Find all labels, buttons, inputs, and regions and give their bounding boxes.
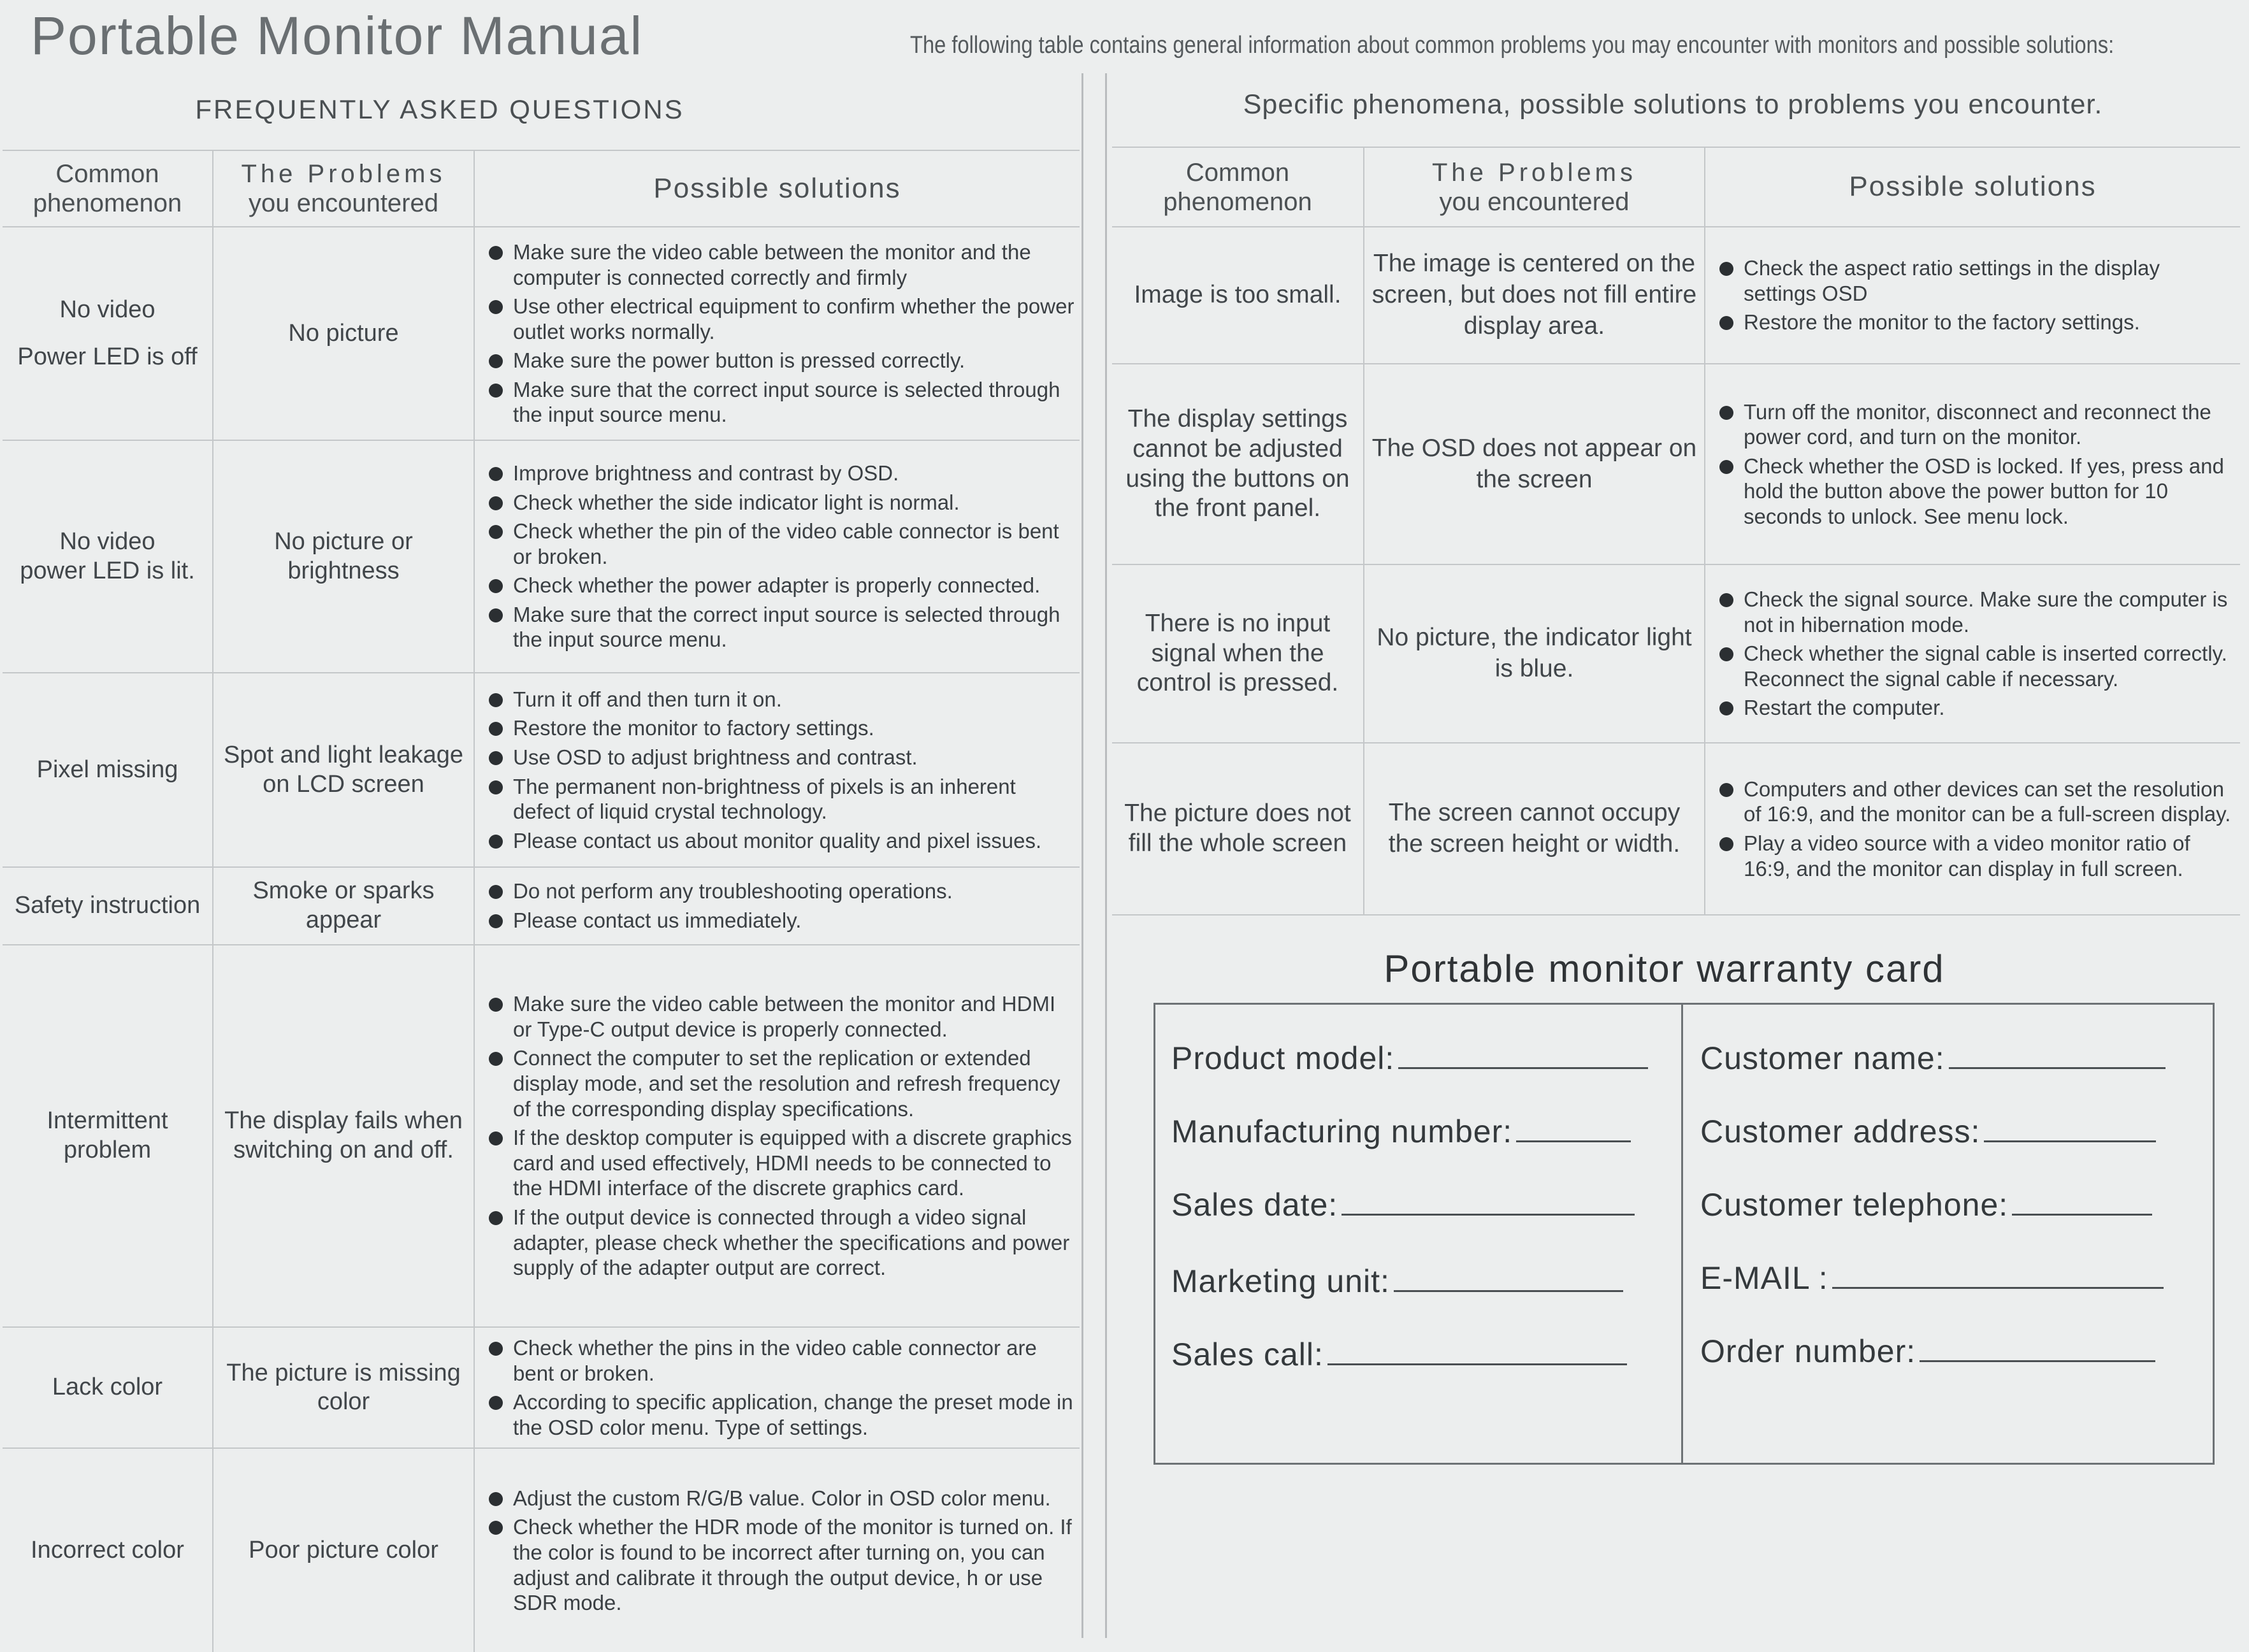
blank-line bbox=[1341, 1191, 1635, 1216]
header-problems-line2: you encountered bbox=[248, 189, 438, 217]
header-problems-line1: The Problems bbox=[1432, 158, 1637, 187]
solution-item: Check whether the signal cable is inserted correctly. Reconnect the signal cable if necessary. bbox=[1717, 641, 2235, 691]
solutions-cell bbox=[1705, 743, 2240, 915]
solution-item: Restore the monitor to factory settings. bbox=[486, 715, 1074, 741]
phenomenon-cell: The picture does not fill the whole screen bbox=[1112, 743, 1364, 915]
problem-cell: No picture bbox=[213, 227, 474, 440]
table-row bbox=[3, 440, 1080, 673]
solution-item: Improve brightness and contrast by OSD. bbox=[486, 461, 1074, 486]
field-customer-address[interactable] bbox=[1700, 1113, 2156, 1150]
header-problems bbox=[213, 150, 474, 227]
solutions-cell bbox=[1705, 564, 2240, 743]
solution-item: Check whether the pins in the video cable connector are bent or broken. bbox=[486, 1335, 1074, 1386]
field-label: Customer address: bbox=[1700, 1114, 1981, 1149]
phenomena-header-row bbox=[1112, 147, 2240, 227]
field-label: Customer telephone: bbox=[1700, 1187, 2009, 1223]
solution-item: Use other electrical equipment to confirm whether the power outlet works normally. bbox=[486, 294, 1074, 344]
solution-item: Computers and other devices can set the resolution of 16:9, and the monitor can be a full-screen display. bbox=[1717, 777, 2235, 827]
problem-cell: The screen cannot occupy the screen height or width. bbox=[1364, 743, 1705, 915]
faq-section-title: FREQUENTLY ASKED QUESTIONS bbox=[195, 94, 684, 124]
header-phenomenon: Common phenomenon bbox=[3, 150, 213, 227]
solutions-cell bbox=[474, 945, 1080, 1327]
phenomenon-cell bbox=[3, 227, 213, 440]
phenomenon-cell: The display settings cannot be adjusted using the buttons on the front panel. bbox=[1112, 364, 1364, 564]
solution-item: Check whether the OSD is locked. If yes, press and hold the button above the power button for 10 seconds to unlock. See menu lock. bbox=[1717, 454, 2235, 529]
blank-line bbox=[1920, 1337, 2155, 1362]
field-label: Order number: bbox=[1700, 1333, 1916, 1369]
blank-line bbox=[1949, 1044, 2166, 1069]
intro-text: The following table contains general information about common problems you may encounter with monitors and possible solutions: bbox=[910, 32, 2115, 59]
field-customer-name[interactable] bbox=[1700, 1040, 2166, 1077]
phenomena-table bbox=[1112, 147, 2240, 916]
field-manufacturing-number[interactable] bbox=[1171, 1113, 1631, 1150]
solution-item: Use OSD to adjust brightness and contrast. bbox=[486, 745, 1074, 770]
header-problems bbox=[1364, 147, 1705, 227]
field-marketing-unit[interactable] bbox=[1171, 1263, 1623, 1300]
faq-table bbox=[3, 150, 1080, 1652]
problem-cell: The image is centered on the screen, but does not fill entire display area. bbox=[1364, 227, 1705, 364]
solution-item: Adjust the custom R/G/B value. Color in OSD color menu. bbox=[486, 1486, 1074, 1511]
solution-item: If the desktop computer is equipped with a discrete graphics card and used effectively, HDMI needs to be connected to the HDMI interface of the discrete graphics card. bbox=[486, 1125, 1074, 1201]
solution-item: Connect the computer to set the replication or extended display mode, and set the resolution and refresh frequency of the corresponding display specifications. bbox=[486, 1045, 1074, 1121]
problem-cell: No picture or brightness bbox=[213, 440, 474, 673]
problem-cell: Smoke or sparks appear bbox=[213, 867, 474, 945]
blank-line bbox=[1516, 1117, 1631, 1142]
phenomenon-cell: Intermittent problem bbox=[3, 945, 213, 1327]
solutions-cell bbox=[474, 1327, 1080, 1448]
table-row bbox=[1112, 743, 2240, 915]
field-customer-telephone[interactable] bbox=[1700, 1186, 2152, 1223]
solutions-cell bbox=[474, 440, 1080, 673]
problem-cell: Spot and light leakage on LCD screen bbox=[213, 673, 474, 867]
phenomena-section-title: Specific phenomena, possible solutions to problems you encounter. bbox=[1243, 89, 2103, 120]
solution-item: If the output device is connected through a video signal adapter, please check whether the specifications and power supply of the adapter output are correct. bbox=[486, 1205, 1074, 1281]
solutions-cell bbox=[1705, 227, 2240, 364]
phenomenon-cell: Lack color bbox=[3, 1327, 213, 1448]
field-label: Sales call: bbox=[1171, 1337, 1324, 1372]
field-email[interactable] bbox=[1700, 1260, 2164, 1296]
phenomenon-cell bbox=[3, 440, 213, 673]
header-problems-line1: The Problems bbox=[241, 160, 446, 188]
solutions-cell bbox=[474, 227, 1080, 440]
phenomenon-line: power LED is lit. bbox=[20, 557, 195, 584]
blank-line bbox=[1327, 1340, 1627, 1365]
solutions-cell bbox=[474, 1448, 1080, 1652]
header-problems-line2: you encountered bbox=[1439, 187, 1630, 216]
field-label: Product model: bbox=[1171, 1040, 1395, 1076]
field-product-model[interactable] bbox=[1171, 1040, 1648, 1077]
field-label: Marketing unit: bbox=[1171, 1263, 1390, 1299]
table-row bbox=[1112, 364, 2240, 564]
field-sales-call[interactable] bbox=[1171, 1336, 1627, 1373]
solution-item: Check whether the power adapter is properly connected. bbox=[486, 573, 1074, 598]
field-label: Manufacturing number: bbox=[1171, 1114, 1513, 1149]
phenomenon-cell: Pixel missing bbox=[3, 673, 213, 867]
table-row bbox=[3, 945, 1080, 1327]
table-row bbox=[3, 227, 1080, 440]
problem-cell: The OSD does not appear on the screen bbox=[1364, 364, 1705, 564]
phenomenon-cell: Incorrect color bbox=[3, 1448, 213, 1652]
solution-item: Make sure that the correct input source is selected through the input source menu. bbox=[486, 377, 1074, 427]
problem-cell: Poor picture color bbox=[213, 1448, 474, 1652]
phenomenon-line: No video bbox=[59, 296, 155, 323]
solutions-cell bbox=[1705, 364, 2240, 564]
solution-item: Restore the monitor to the factory settings. bbox=[1717, 310, 2235, 335]
problem-cell: No picture, the indicator light is blue. bbox=[1364, 564, 1705, 743]
problem-cell: The display fails when switching on and off. bbox=[213, 945, 474, 1327]
field-label: Sales date: bbox=[1171, 1187, 1338, 1223]
blank-line bbox=[1832, 1264, 2164, 1289]
solution-item: Turn it off and then turn it on. bbox=[486, 687, 1074, 712]
phenomenon-line: Power LED is off bbox=[17, 343, 198, 370]
solution-item: Please contact us immediately. bbox=[486, 908, 1074, 933]
blank-line bbox=[1984, 1117, 2156, 1142]
table-row bbox=[3, 673, 1080, 867]
header-solutions: Possible solutions bbox=[1705, 147, 2240, 227]
field-label: E-MAIL : bbox=[1700, 1260, 1828, 1296]
solution-item: Turn off the monitor, disconnect and reconnect the power cord, and turn on the monitor. bbox=[1717, 399, 2235, 450]
page-divider bbox=[1081, 73, 1107, 1638]
problem-cell: The picture is missing color bbox=[213, 1327, 474, 1448]
solution-item: Make sure the video cable between the monitor and the computer is connected correctly and firmly bbox=[486, 240, 1074, 290]
faq-header-row bbox=[3, 150, 1080, 227]
table-row bbox=[3, 867, 1080, 945]
page-title: Portable Monitor Manual bbox=[31, 6, 644, 66]
field-sales-date[interactable] bbox=[1171, 1186, 1635, 1223]
solution-item: Check whether the HDR mode of the monitor is turned on. If the color is found to be incorrect after turning on, you can adjust and calibrate it through the output device, h or use SDR mode. bbox=[486, 1514, 1074, 1615]
solution-item: Check whether the side indicator light is normal. bbox=[486, 490, 1074, 515]
warranty-title: Portable monitor warranty card bbox=[1384, 947, 1945, 990]
blank-line bbox=[2012, 1191, 2152, 1216]
field-order-number[interactable] bbox=[1700, 1333, 2155, 1370]
solution-item: Please contact us about monitor quality and pixel issues. bbox=[486, 828, 1074, 854]
header-phenomenon: Common phenomenon bbox=[1112, 147, 1364, 227]
solution-item: Make sure the power button is pressed correctly. bbox=[486, 348, 1074, 373]
solution-item: Make sure that the correct input source is selected through the input source menu. bbox=[486, 602, 1074, 652]
solution-item: Check whether the pin of the video cable connector is bent or broken. bbox=[486, 519, 1074, 569]
field-label: Customer name: bbox=[1700, 1040, 1945, 1076]
phenomenon-cell: There is no input signal when the control is pressed. bbox=[1112, 564, 1364, 743]
table-row bbox=[1112, 564, 2240, 743]
phenomenon-line: No video bbox=[59, 528, 155, 555]
blank-line bbox=[1398, 1044, 1648, 1069]
solution-item: Restart the computer. bbox=[1717, 695, 2235, 721]
solution-item: Make sure the video cable between the monitor and HDMI or Type-C output device is properly connected. bbox=[486, 991, 1074, 1042]
header-solutions: Possible solutions bbox=[474, 150, 1080, 227]
phenomenon-cell: Image is too small. bbox=[1112, 227, 1364, 364]
warranty-column-divider bbox=[1681, 1005, 1683, 1463]
warranty-card bbox=[1153, 1003, 2215, 1465]
blank-line bbox=[1394, 1267, 1623, 1292]
solution-item: Check the signal source. Make sure the computer is not in hibernation mode. bbox=[1717, 587, 2235, 637]
solution-item: Play a video source with a video monitor ratio of 16:9, and the monitor can display in full screen. bbox=[1717, 831, 2235, 881]
table-row bbox=[3, 1448, 1080, 1652]
solutions-cell bbox=[474, 673, 1080, 867]
solution-item: The permanent non-brightness of pixels is an inherent defect of liquid crystal technology. bbox=[486, 774, 1074, 824]
solution-item: Do not perform any troubleshooting operations. bbox=[486, 879, 1074, 904]
solution-item: According to specific application, change the preset mode in the OSD color menu. Type of settings. bbox=[486, 1390, 1074, 1440]
table-row bbox=[3, 1327, 1080, 1448]
table-row bbox=[1112, 227, 2240, 364]
solutions-cell bbox=[474, 867, 1080, 945]
phenomenon-cell: Safety instruction bbox=[3, 867, 213, 945]
solution-item: Check the aspect ratio settings in the display settings OSD bbox=[1717, 255, 2235, 306]
